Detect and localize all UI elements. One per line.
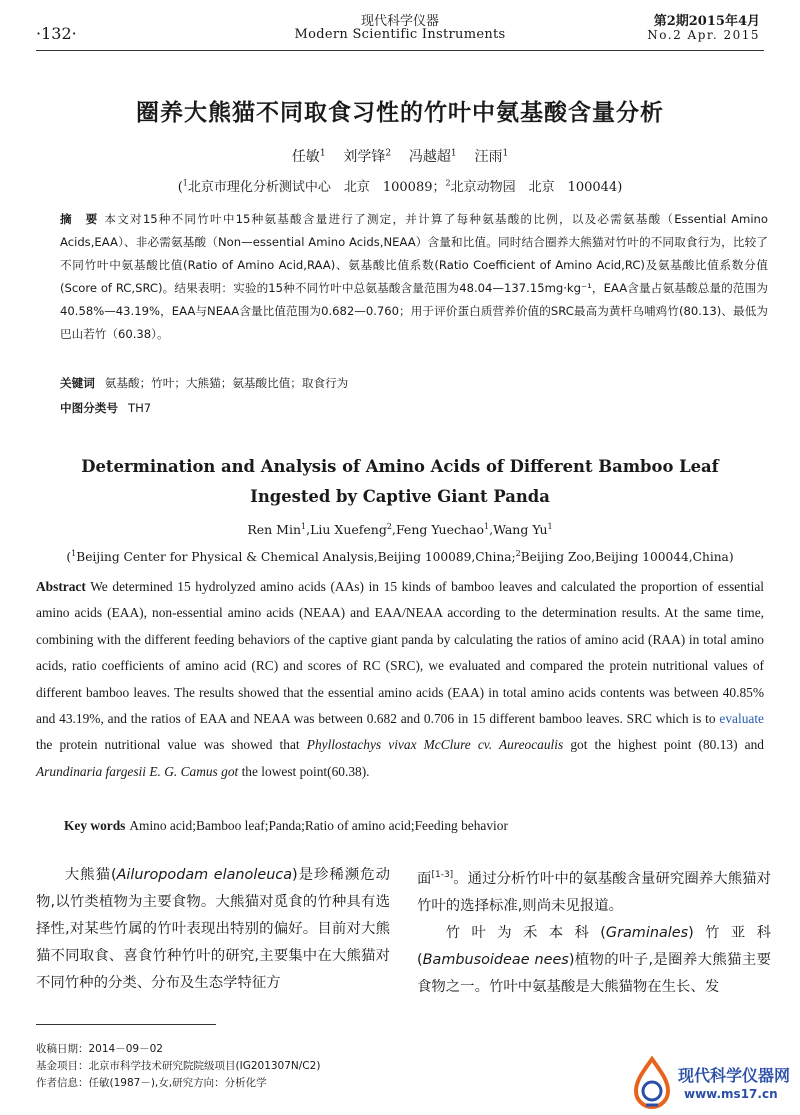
affiliation-mark: 1 — [182, 178, 188, 188]
author-separator: , — [306, 522, 311, 538]
affiliation-bracket: ( — [177, 180, 183, 195]
body-paragraph — [417, 862, 771, 920]
author-name: Liu Xuefeng — [310, 522, 387, 538]
evaluate-link[interactable]: evaluate — [719, 711, 764, 727]
abstract-label-en: Abstract — [36, 579, 86, 594]
classification-value: TH7 — [127, 401, 152, 415]
keywords-text-cn: 氨基酸；竹叶；大熊猫；氨基酸比值；取食行为 — [104, 376, 349, 390]
abstract-en — [36, 574, 764, 785]
affiliation-cn — [0, 176, 800, 195]
author-separator: , — [489, 522, 494, 538]
author-affiliation-mark: 1 — [484, 522, 490, 531]
affiliation-text: 北京市理化分析测试中心 北京 100089； — [187, 180, 446, 195]
watermark-url: www.ms17.cn — [684, 1087, 778, 1101]
issue-date-en: No.2 Apr. 2015 — [647, 28, 760, 42]
affiliation-mark: 2 — [515, 549, 521, 558]
body-column-right — [417, 862, 771, 1001]
journal-name-cn: 现代科学仪器 — [360, 14, 439, 29]
species-name: Arundinaria fargesii E. G. Camus got — [36, 763, 239, 779]
author-affiliation-mark: 1 — [450, 148, 457, 159]
watermark-site-name: 现代科学仪器网 — [678, 1066, 791, 1085]
classification-label: 中图分类号 — [60, 401, 118, 415]
species-name: Phyllostachys vivax McClure cv. Aureocaulis — [306, 737, 564, 753]
author-name: Wang Yu — [493, 522, 548, 538]
affiliation-mark: 1 — [71, 549, 77, 558]
abstract-text-en: the lowest point(60.38). — [238, 763, 370, 779]
site-watermark — [628, 1055, 796, 1111]
latin-name: Graminales — [605, 924, 689, 941]
abstract-text-cn: 本文对15种不同竹叶中15种氨基酸含量进行了测定，并计算了每种氨基酸的比例，以及必需氨基酸（Essential Amino Acids,EAA）、非必需氨基酸（Non—essential Amino Acids,NEAA）含量和比值。同时结合圈养大熊猫对竹叶的不同取食行为，比较了不同竹叶中氨基酸比值(Ratio of Amino Acid,RAA)、氨基酸比值系数(Ratio Coefficient of Amino Acid,RC)及氨基酸比值系数分值(Score of RC,SRC)。结果表明：实验的15种不同竹叶中总氨基酸含量范围为48.04—137.15mg·kg⁻¹，EAA含量占氨基酸总量的范围为40.58%—43.19%，EAA与NEAA含量比值范围为0.682—0.760；用于评价蛋白质营养价值的SRC最高为黄杆乌哺鸡竹(80.13)、最低为巴山若竹（60.38）。 — [60, 212, 768, 341]
keywords-cn — [60, 372, 768, 395]
body-text: )是珍稀濒危动物,以竹类植物为主要食物。大熊猫对觅食的竹种具有选择性,对某些竹属的竹叶表现出特别的偏好。目前对大熊猫不同取食、喜食竹种竹叶的研究,主要集中在大熊猫对不同竹种的分类、分布及生态学特征方 — [36, 867, 390, 991]
body-text: )植物的叶子,是圈养大熊猫主要食物之一。竹叶中氨基酸是大熊猫物在生长、发 — [417, 951, 771, 995]
affiliation-bracket: ( — [66, 550, 72, 565]
footnote-received-date: 收稿日期：2014－09－02 — [36, 1043, 163, 1055]
keywords-en — [64, 818, 508, 834]
abstract-text-en: the protein nutritional value was showed that — [36, 737, 307, 753]
author-affiliation-mark: 1 — [502, 148, 509, 159]
affiliation-text: Beijing Center for Physical & Chemical Analysis,Beijing 100089,China; — [76, 550, 516, 565]
footnote-divider — [36, 1024, 216, 1025]
latin-name: Ailuropodam elanoleuca — [116, 867, 293, 883]
body-column-left — [36, 862, 390, 997]
citation-mark[interactable]: [1-3] — [431, 870, 454, 880]
latin-name: Bambusoideae nees — [422, 951, 569, 968]
author-affiliation-mark: 2 — [386, 522, 392, 531]
affiliation-text: 北京动物园 北京 100044) — [450, 180, 623, 195]
author-affiliation-mark: 1 — [547, 522, 553, 531]
author-list-cn — [0, 146, 800, 166]
author-name: 任敏 — [291, 149, 320, 165]
body-text: 面 — [417, 870, 432, 887]
body-text: 大熊猫( — [64, 867, 117, 883]
issue-date-cn: 第2期2015年4月 — [653, 14, 760, 29]
page-number: ·132· — [36, 24, 77, 43]
journal-name-en: Modern Scientific Instruments — [294, 27, 506, 42]
affiliation-text: Beijing Zoo,Beijing 100044,China) — [520, 550, 734, 565]
body-text: )竹亚科( — [417, 924, 771, 968]
author-list-en — [0, 522, 800, 537]
author-affiliation-mark: 1 — [319, 148, 326, 159]
author-name: 冯越超 — [408, 149, 451, 165]
body-text: 竹叶为禾本科( — [445, 924, 606, 941]
paper-title-en: Determination and Analysis of Amino Acids of Different Bamboo Leaf Ingested by Captive Giant Panda — [81, 457, 719, 506]
abstract-label-cn: 摘 要 — [60, 212, 99, 226]
keywords-text-en: Amino acid;Bamboo leaf;Panda;Ratio of amino acid;Feeding behavior — [129, 818, 508, 833]
body-paragraph — [417, 920, 771, 1001]
author-name: 刘学锋 — [343, 149, 386, 165]
author-name: 汪雨 — [474, 149, 503, 165]
microscope-drop-logo-icon — [628, 1055, 676, 1111]
abstract-text-en: We determined 15 hydrolyzed amino acids (AAs) in 15 kinds of bamboo leaves and calculated the proportion of essential amino acids (EAA), non-essential amino acids (NEAA) and EAA/NEAA according to the determination results. At the same time, combining with the different feeding behaviors of the captive giant panda by calculating the ratios of amino acid (RAA) in total amino acids, ratio coefficients of amino acid (RC) and scores of RC (SRC), we evaluated and compared the protein nutritional values of different bamboo leaves. The results showed that the essential amino acids (EAA) in total amino acids contents was between 40.85% and 43.19%, and the ratios of EAA and NEAA was between 0.682 and 0.706 in 15 different bamboo leaves. SRC which is to — [36, 579, 764, 727]
abstract-text-en: got the highest point (80.13) and — [563, 737, 765, 753]
abstract-cn — [60, 208, 768, 346]
author-affiliation-mark: 2 — [385, 148, 392, 159]
affiliation-en — [0, 549, 800, 564]
author-name: Ren Min — [247, 522, 302, 538]
body-paragraph — [36, 862, 390, 997]
classification-number — [60, 397, 768, 420]
paper-title-cn: 圈养大熊猫不同取食习性的竹叶中氨基酸含量分析 — [136, 100, 664, 126]
footnote-fund: 基金项目：北京市科学技术研究院院级项目(IG201307N/C2) — [36, 1060, 321, 1072]
header-divider — [36, 50, 764, 51]
author-separator: , — [391, 522, 396, 538]
affiliation-mark: 2 — [445, 178, 451, 188]
author-name: Feng Yuechao — [395, 522, 484, 538]
author-affiliation-mark: 1 — [301, 522, 307, 531]
body-text: 。通过分析竹叶中的氨基酸含量研究圈养大熊猫对竹叶的选择标准,则尚未见报道。 — [417, 870, 771, 914]
footnote-author-info: 作者信息：任敏(1987－),女,研究方向：分析化学 — [36, 1077, 267, 1089]
keywords-label-cn: 关键词 — [60, 376, 95, 390]
keywords-label-en: Key words — [64, 818, 126, 833]
